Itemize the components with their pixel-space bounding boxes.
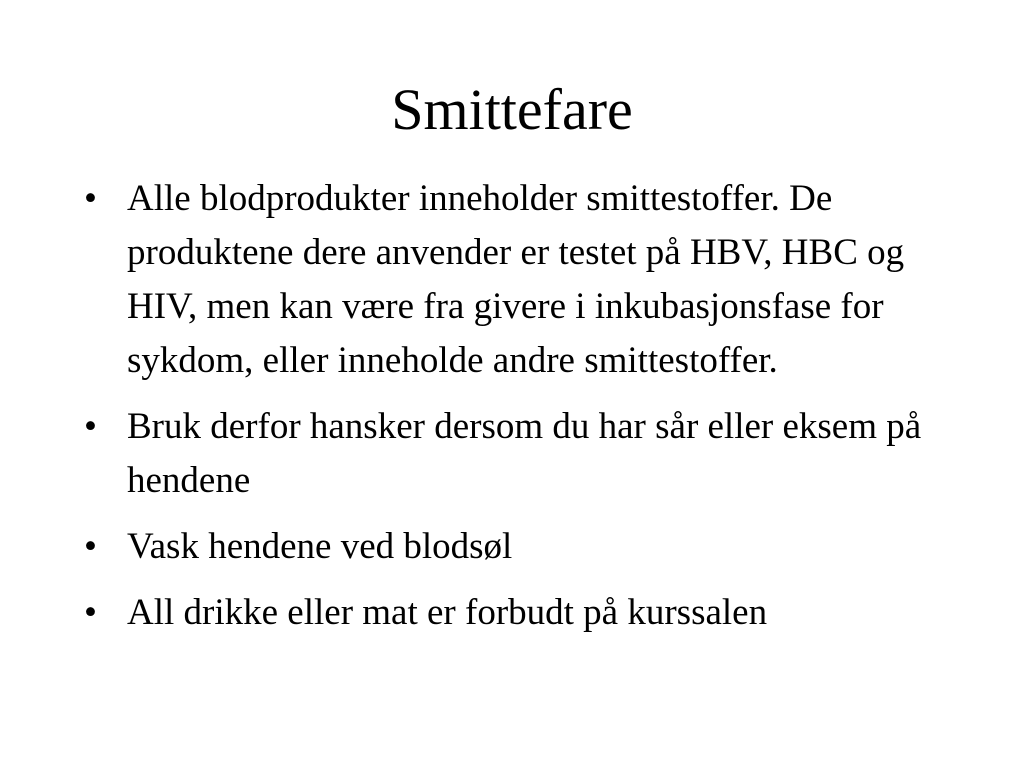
bullet-marker: • — [84, 406, 97, 447]
bullet-marker: • — [84, 526, 97, 567]
bullet-text: Alle blodprodukter inneholder smittestoffer. De produktene dere anvender er testet på HBV, HBC og HIV, men kan være fra givere i inkubasjonsfase for sykdom, eller inneholde andre smittestoffer. — [127, 178, 905, 381]
slide-title: Smittefare — [391, 77, 633, 142]
bullet-item — [84, 520, 964, 574]
bullet-text: All drikke eller mat er forbudt på kurssalen — [127, 592, 768, 633]
bullet-item — [84, 586, 964, 640]
bullet-marker: • — [84, 178, 97, 219]
bullet-list — [84, 172, 964, 652]
bullet-text: Vask hendene ved blodsøl — [127, 526, 513, 567]
bullet-item — [84, 172, 964, 388]
bullet-item — [84, 400, 964, 508]
bullet-marker: • — [84, 592, 97, 633]
bullet-text: Bruk derfor hansker dersom du har sår eller eksem på hendene — [127, 406, 922, 501]
